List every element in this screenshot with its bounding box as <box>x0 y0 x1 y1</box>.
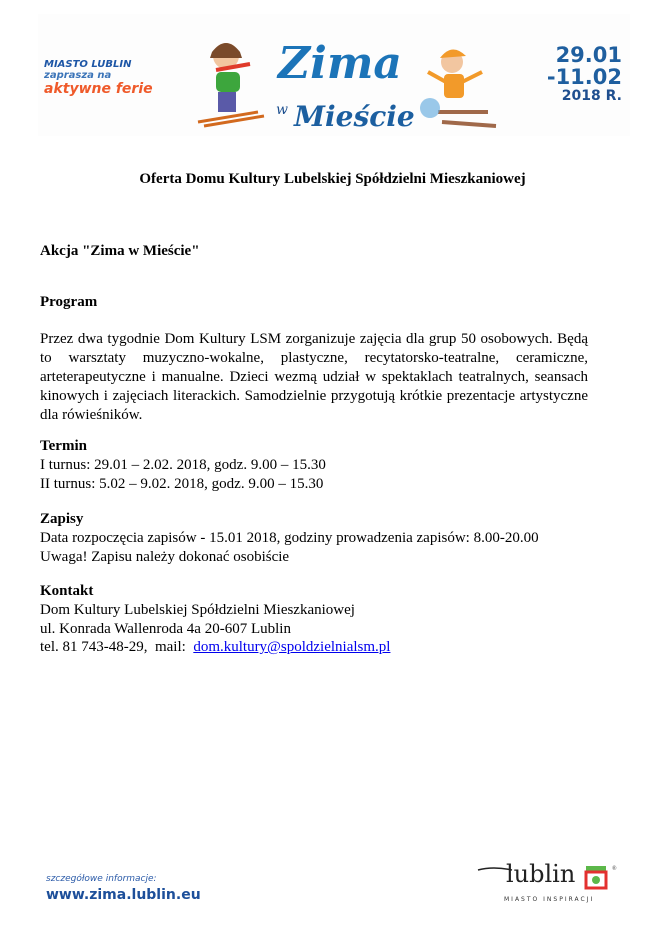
lublin-logo-word: lublin <box>506 860 576 888</box>
termin-heading: Termin <box>40 438 87 454</box>
banner-active: aktywne ferie <box>44 81 153 97</box>
action-heading: Akcja "Zima w Mieście" <box>40 243 200 259</box>
date-from: 29.01 <box>555 43 622 67</box>
svg-text:w: w <box>276 102 288 118</box>
contact-phone: tel. 81 743-48-29, mail: <box>40 639 194 655</box>
kontakt-line-1: Dom Kultury Lubelskiej Spółdzielni Mieszkaniowej <box>40 602 355 618</box>
document-title: Oferta Domu Kultury Lubelskiej Spółdzielni Mieszkaniowej <box>139 171 526 187</box>
zima-w-miescie-logo <box>268 16 415 134</box>
program-heading: Program <box>40 294 98 310</box>
banner-dates <box>547 44 622 104</box>
termin-line-2: II turnus: 5.02 – 9.02. 2018, godz. 9.00 – 15.30 <box>40 476 324 492</box>
svg-text:Zima: Zima <box>278 38 402 89</box>
kontakt-line-2: ul. Konrada Wallenroda 4a 20-607 Lublin <box>40 621 291 637</box>
header-banner <box>38 14 630 136</box>
lublin-logo <box>478 860 628 910</box>
date-to: -11.02 <box>546 65 622 89</box>
skier-illustration <box>198 34 268 129</box>
svg-text:Mieście: Mieście <box>294 100 415 133</box>
sledding-kid-illustration <box>418 42 508 132</box>
zapisy-line-1: Data rozpoczęcia zapisów - 15.01 2018, godziny prowadzenia zapisów: 8.00-20.00 <box>40 530 539 546</box>
kontakt-line-3 <box>40 638 390 657</box>
termin-line-1: I turnus: 29.01 – 2.02. 2018, godz. 9.00 – 15.30 <box>40 457 326 473</box>
footer-info-label: szczegółowe informacje: <box>46 874 157 884</box>
zapisy-heading: Zapisy <box>40 511 84 527</box>
banner-tagline <box>44 59 153 97</box>
kontakt-heading: Kontakt <box>40 583 94 599</box>
svg-text:®: ® <box>612 866 617 872</box>
banner-city: MIASTO LUBLIN <box>44 59 132 70</box>
program-text: Przez dwa tygodnie Dom Kultury LSM zorganizuje zajęcia dla grup 50 osobowych. Będą to warsztaty muzyczno-wokalne, plastyczne, recytatorsko-teatralne, ceramiczne, arteterapeutyczne i manualne. Dzieci wezmą udział w spektaklach teatralnych, seansach kinowych i zajęciach literackich. Samodzielnie przygotują krótkie prezentacje artystyczne dla rówieśników. <box>40 331 588 423</box>
banner-invites: zaprasza na <box>44 70 112 81</box>
footer-url[interactable]: www.zima.lublin.eu <box>46 887 201 903</box>
lublin-logo-sub: MIASTO INSPIRACJI <box>504 896 595 903</box>
email-link[interactable]: dom.kultury@spoldzielnialsm.pl <box>193 639 391 655</box>
date-year: 2018 R. <box>561 88 622 104</box>
zapisy-line-2: Uwaga! Zapisu należy dokonać osobiście <box>40 549 290 565</box>
